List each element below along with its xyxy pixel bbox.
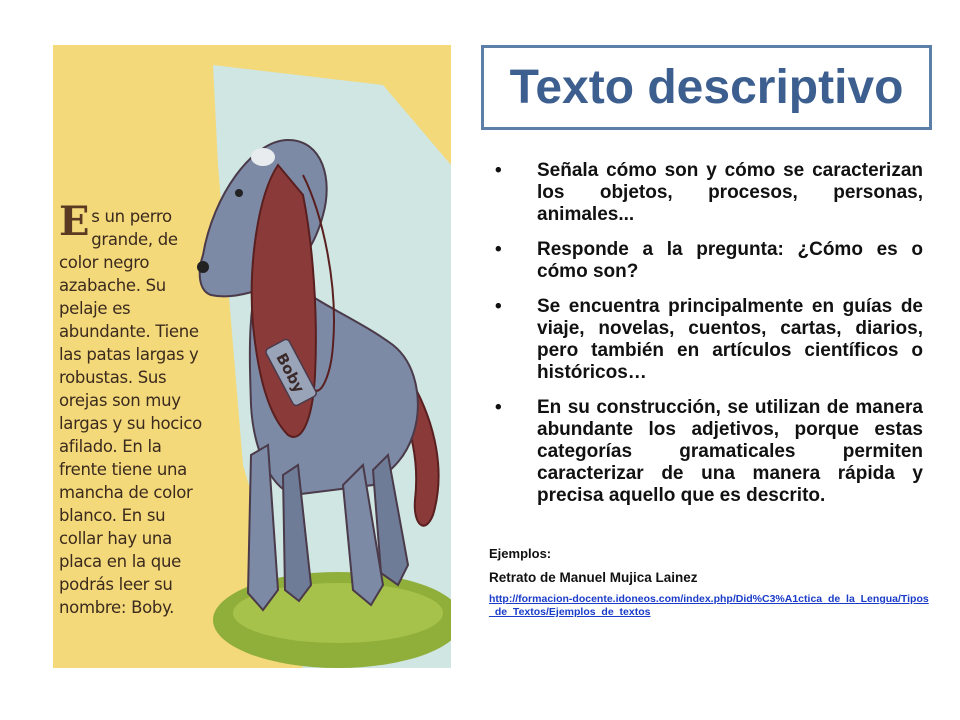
collar-tag-text: Boby [272, 350, 309, 396]
page-title: Texto descriptivo [509, 61, 904, 114]
bullet-list [495, 160, 923, 520]
title-box [481, 45, 932, 130]
bullet-item: • En su construcción, se utilizan de manera abundante los adjetivos, porque estas categorías gramaticales permiten caracterizar de una manera rápida y precisa aquello que es descrito. [495, 397, 923, 507]
story-text [59, 198, 209, 619]
story-body: s un perro grande, de color negro azabache. Su pelaje es abundante. Tiene las patas largas y robustas. Sus orejas son muy largas y su hocico afilado. En la frente tiene una mancha de color blanco. En su collar hay una placa en la que podrás leer su nombre: Boby. [59, 207, 202, 617]
examples-link[interactable]: http://formacion-docente.idoneos.com/index.php/Did%C3%A1ctica_de_la_Lengua/Tipos_de_Textos/Ejemplos_de_textos [489, 593, 929, 618]
examples-reference: Retrato de Manuel Mujica Lainez [489, 570, 698, 585]
forehead-spot [251, 148, 275, 166]
story-dropcap: E [59, 198, 90, 245]
illustration-panel [53, 45, 451, 668]
bullet-item: • Se encuentra principalmente en guías de viaje, novelas, cuentos, cartas, diarios, pero también en artículos científicos o históricos… [495, 296, 923, 384]
dog-eye [235, 189, 243, 197]
bullet-item: • Responde a la pregunta: ¿Cómo es o cómo son? [495, 239, 923, 283]
bullet-item: • Señala cómo son y cómo se caracterizan los objetos, procesos, personas, animales... [495, 160, 923, 226]
examples-section [489, 546, 929, 619]
examples-label: Ejemplos: [489, 546, 552, 561]
